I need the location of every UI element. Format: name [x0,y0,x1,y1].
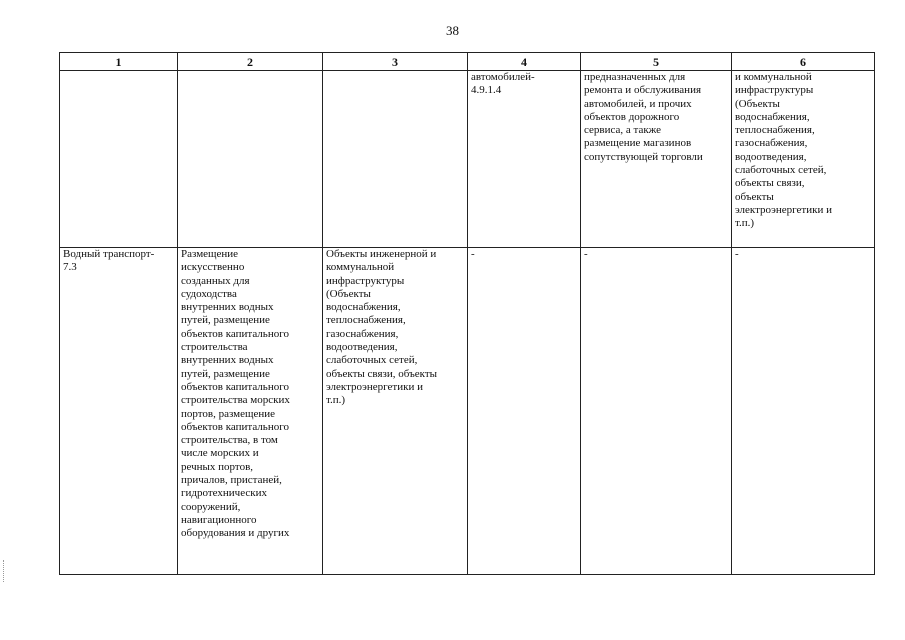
page-number: 38 [446,23,459,38]
cell-text: и коммунальной инфраструктуры (Объекты водоснабжения, теплоснабжения, газоснабжения, водоотведения, слаботочных сетей, объекты связи, объекты электроэнергетики и т.п.) [735,71,832,230]
table-row-water-transport [60,248,875,575]
cell-conditional-auxiliary-use [732,71,875,248]
header-col-3: 3 [323,53,468,71]
header-col-2: 2 [178,53,323,71]
cell-land-use-name [60,71,178,248]
land-use-table [59,52,875,575]
cell-conditional-use-description [581,248,732,575]
cell-text: - [584,248,588,260]
cell-description [178,248,323,575]
cell-text: предназначенных для ремонта и обслуживания автомобилей, и прочих объектов дорожного сервиса, а также размещение магазинов сопутствующей торговли [584,71,703,163]
cell-land-use-name [60,248,178,575]
cell-conditional-auxiliary-use [732,248,875,575]
scan-margin-mark [3,560,10,582]
cell-description [178,71,323,248]
header-col-1: 1 [60,53,178,71]
cell-text: автомобилей- 4.9.1.4 [471,71,535,97]
header-col-4: 4 [468,53,581,71]
table-header-row [60,53,875,71]
cell-conditional-use-description [581,71,732,248]
cell-text: Размещение искусственно созданных для судоходства внутренних водных путей, размещение объектов капитального строительства внутренних водных путей, размещение объектов капитального строительства морских портов, размещение объектов капитального строительства, в том числе морских и речных портов, причалов, пристаней, гидротехнических сооружений, навигационного оборудования и других [181,248,290,540]
cell-text: - [735,248,739,260]
cell-text: Водный транспорт- 7.3 [63,248,155,274]
cell-text: Объекты инженерной и коммунальной инфраструктуры (Объекты водоснабжения, теплоснабжения, газоснабжения, водоотведения, слаботочных сетей, объекты связи, объекты электроэнергетики и т.п.) [326,248,438,407]
cell-auxiliary-use [323,71,468,248]
cell-auxiliary-use [323,248,468,575]
header-col-6: 6 [732,53,875,71]
table-row-continued [60,71,875,248]
cell-text: - [471,248,475,260]
header-col-5: 5 [581,53,732,71]
cell-conditional-use-code [468,248,581,575]
cell-conditional-use-code [468,71,581,248]
